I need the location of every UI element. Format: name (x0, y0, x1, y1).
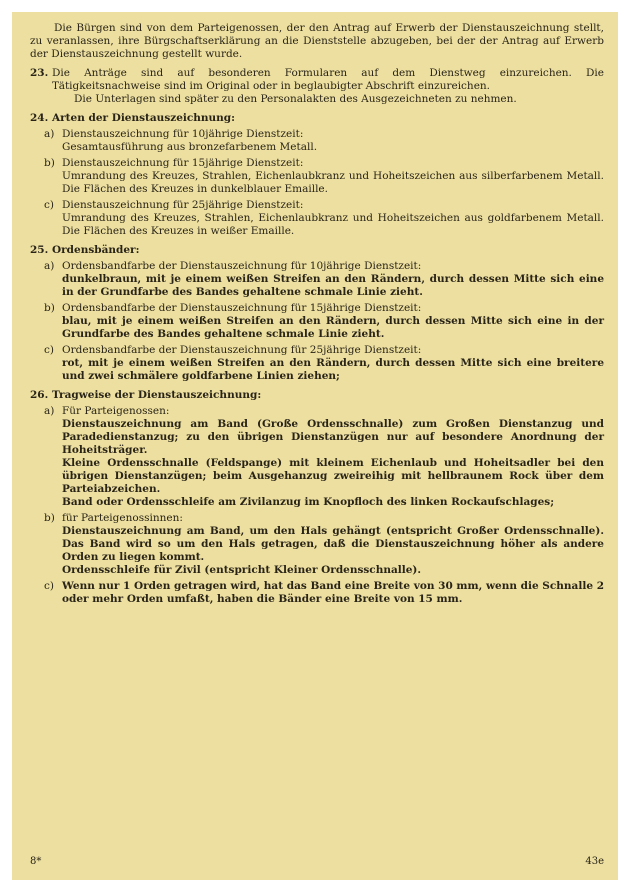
item-text: Umrandung des Kreuzes, Strahlen, Eichenlaubkranz und Hoheitszeichen aus silberfarbenem Metall. Die Flächen des Kreuzes in dunkelblauer Emaille. (62, 170, 604, 195)
item-title: Dienstauszeichnung für 10jährige Dienstzeit: (62, 128, 304, 140)
section-23 (30, 67, 604, 106)
footer-left-mark: 8* (30, 856, 42, 867)
item-text: Dienstauszeichnung am Band (Große Ordensschnalle) zum Großen Dienstanzug und Paradedienstanzug; zu den übrigen Dienstanzügen nur auf besondere Anordnung der Hoheitsträger. (62, 418, 604, 456)
item-label: c) (44, 344, 54, 356)
item-label: a) (44, 405, 55, 417)
section-heading: Ordensbänder: (52, 244, 140, 256)
section-number: 25. (30, 244, 49, 256)
section-number: 26. (30, 389, 49, 401)
page-number: 43e (585, 856, 604, 867)
item-title: Ordensbandfarbe der Dienstauszeichnung für 10jährige Dienstzeit: (62, 260, 422, 272)
item-text: blau, mit je einem weißen Streifen an den Rändern, durch dessen Mitte sich eine in der Grundfarbe des Bandes gehaltene schmale Linie zieht. (62, 315, 604, 340)
list-item (30, 512, 604, 577)
item-text: rot, mit je einem weißen Streifen an den Rändern, durch dessen Mitte sich eine breitere und zwei schmälere goldfarbene Linien ziehen; (62, 357, 604, 382)
section-23-paragraph-2: Die Unterlagen sind später zu den Personalakten des Ausgezeichneten zu nehmen. (74, 93, 517, 105)
item-text: Wenn nur 1 Orden getragen wird, hat das Band eine Breite von 30 mm, wenn die Schnalle 2 oder mehr Orden umfaßt, haben die Bänder eine Breite von 15 mm. (62, 580, 604, 605)
section-heading: Arten der Dienstauszeichnung: (52, 112, 236, 124)
item-label: b) (44, 157, 55, 169)
item-title: Für Parteigenossen: (62, 405, 170, 417)
item-text: Band oder Ordensschleife am Zivilanzug im Knopfloch des linken Rockaufschlages; (62, 496, 555, 508)
item-label: a) (44, 260, 55, 272)
list-item (30, 405, 604, 509)
section-25 (30, 244, 604, 383)
list-item (30, 302, 604, 341)
item-title: Ordensbandfarbe der Dienstauszeichnung für 25jährige Dienstzeit: (62, 344, 422, 356)
list-item (30, 344, 604, 383)
item-text: dunkelbraun, mit je einem weißen Streifen an den Rändern, durch dessen Mitte sich eine in der Grundfarbe des Bandes gehaltene schmale Linie zieht. (62, 273, 604, 298)
item-text: Dienstauszeichnung am Band, um den Hals gehängt (entspricht Großer Ordensschnalle). Das Band wird so um den Hals getragen, daß die Dienstauszeichnung höher als andere Orden zu liegen kommt. (62, 525, 604, 563)
list-item (30, 157, 604, 196)
item-text: Umrandung des Kreuzes, Strahlen, Eichenlaubkranz und Hoheitszeichen aus goldfarbenem Metall. Die Flächen des Kreuzes in weißer Emaille. (62, 212, 604, 237)
intro-paragraph: Die Bürgen sind von dem Parteigenossen, der den Antrag auf Erwerb der Dienstauszeichnung stellt, zu veranlassen, ihre Bürgschaftserklärung an die Dienststelle abzugeben, bei der der Antrag auf Erwerb der Dienstauszeichnung gestellt wurde. (30, 22, 604, 60)
section-number: 23. (30, 67, 49, 79)
document-page (12, 12, 618, 880)
item-label: c) (44, 199, 54, 211)
list-item (30, 199, 604, 238)
section-23-paragraph-1: Die Anträge sind auf besonderen Formularen auf dem Dienstweg einzureichen. Die Tätigkeitsnachweise sind im Original oder in beglaubigter Abschrift einzureichen. (52, 67, 604, 92)
item-text: Ordensschleife für Zivil (entspricht Kleiner Ordensschnalle). (62, 564, 422, 576)
item-label: a) (44, 128, 55, 140)
item-text: Gesamtausführung aus bronzefarbenem Metall. (62, 141, 318, 153)
section-heading: Tragweise der Dienstauszeichnung: (52, 389, 262, 401)
item-title: Dienstauszeichnung für 25jährige Dienstzeit: (62, 199, 304, 211)
page-footer (30, 855, 604, 868)
item-label: c) (44, 580, 54, 592)
section-26 (30, 389, 604, 606)
item-label: b) (44, 512, 55, 524)
item-text: Kleine Ordensschnalle (Feldspange) mit kleinem Eichenlaub und Hoheitsadler bei den übrigen Dienstanzügen; beim Ausgehanzug zweireihig mit hellbraunem Rock über dem Parteiabzeichen. (62, 457, 604, 495)
list-item (30, 128, 604, 154)
section-24 (30, 112, 604, 238)
list-item (30, 580, 604, 606)
section-number: 24. (30, 112, 49, 124)
item-title: für Parteigenossinnen: (62, 512, 183, 524)
item-title: Dienstauszeichnung für 15jährige Dienstzeit: (62, 157, 304, 169)
item-title: Ordensbandfarbe der Dienstauszeichnung für 15jährige Dienstzeit: (62, 302, 422, 314)
list-item (30, 260, 604, 299)
item-label: b) (44, 302, 55, 314)
